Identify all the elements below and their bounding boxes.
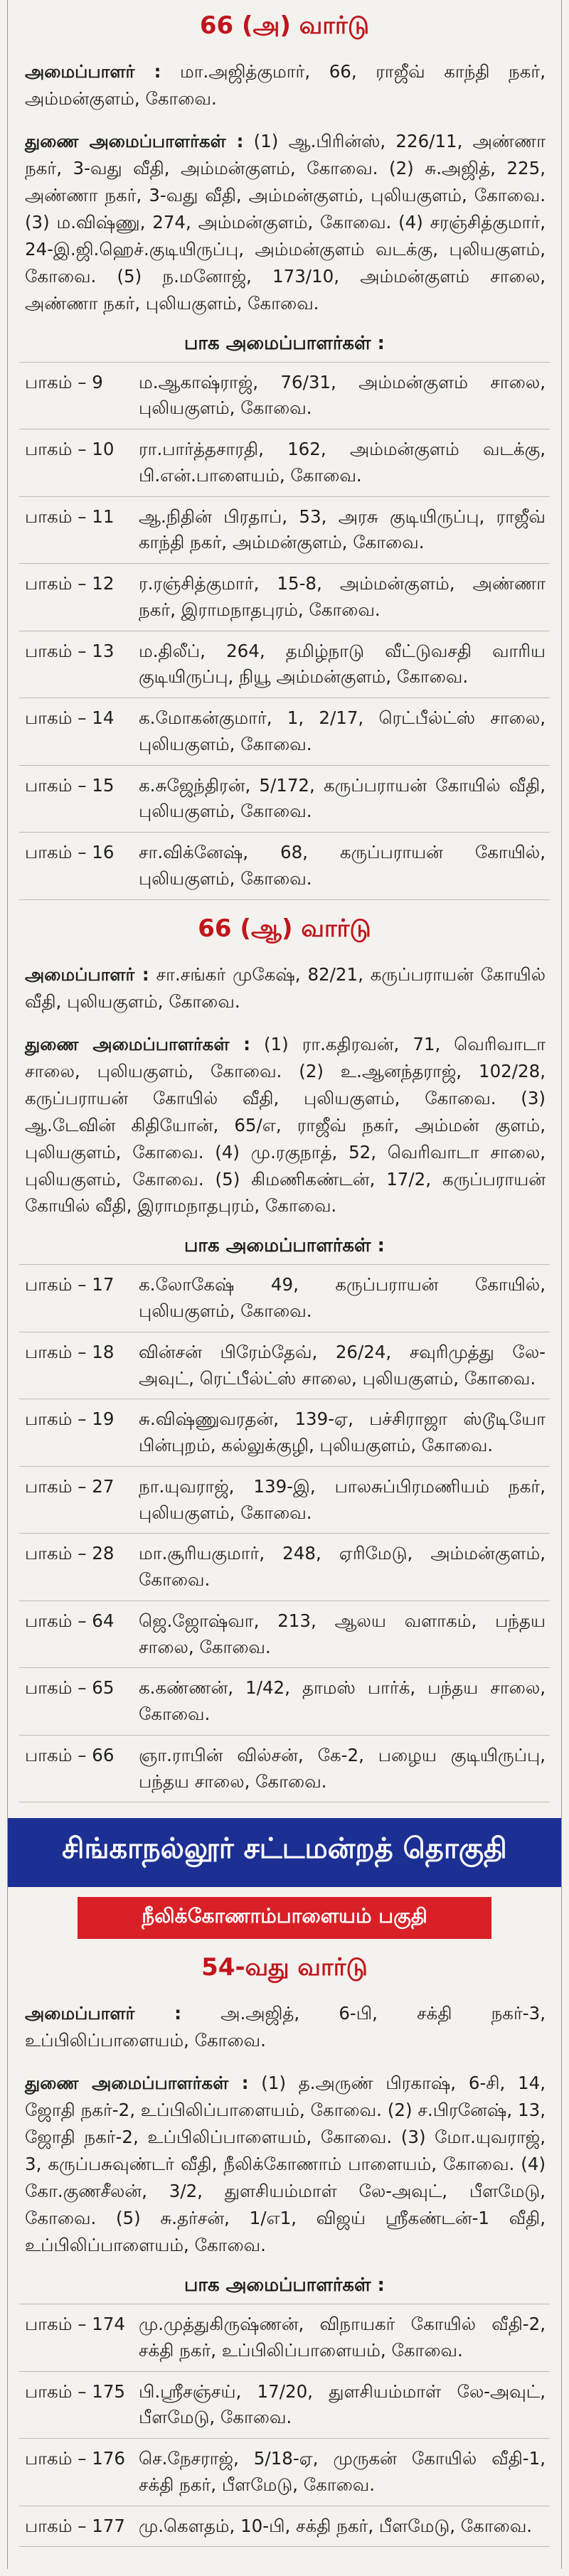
part-number: பாகம் – 12 (25, 573, 115, 594)
deputy-label: துணை அமைப்பாளர்கள் : (25, 130, 244, 151)
part-organizer: க.சுஜேந்திரன், 5/172, கருப்பராயன் கோயில் வீதி, புலியகுளம், கோவை. (139, 774, 546, 822)
part-row (19, 429, 550, 497)
part-row (19, 1601, 550, 1669)
organizer-label: அமைப்பாளர் : (25, 61, 161, 82)
part-row (19, 2439, 550, 2506)
parts-heading: பாக அமைப்பாளர்கள் : (184, 332, 385, 354)
part-number: பாகம் – 28 (25, 1543, 115, 1564)
part-number: பாகம் – 66 (25, 1744, 115, 1765)
deputy-text: (1) ஆ.பிரின்ஸ், 226/11, அண்ணா நகர், 3-வது வீதி, அம்மன்குளம், கோவை. (2) சு.அஜித், 225, அண்ணா நகர், 3-வது வீதி, அம்மன்குளம், புலியகுளம், கோவை. (3) ம.விஷ்ணு, 274, அம்மன்குளம், கோவை. (4) சரஞ்சித்குமார், 24-இ.ஜி.ஹெச்.குடியிருப்பு, அம்மன்குளம் வடக்கு, புலியகுளம், கோவை. (5) ந.மனோஜ், 173/10, அம்மன்குளம் சாலை, அண்ணா நகர், புலியகுளம், கோவை. (25, 130, 546, 314)
part-organizer: ம.திலீப், 264, தமிழ்நாடு வீட்டுவசதி வாரிய குடியிருப்பு, நியூ அம்மன்குளம், கோவை. (139, 640, 546, 688)
parts-list (19, 362, 550, 900)
part-organizer: ஆ.நிதின் பிரதாப், 53, அரசு குடியிருப்பு, ராஜீவ் காந்தி நகர், அம்மன்குளம், கோவை. (139, 506, 546, 553)
parts-heading: பாக அமைப்பாளர்கள் : (184, 1235, 385, 1257)
part-organizer: வின்சன் பிரேம்தேவ், 26/24, சவுரிமுத்து லே-அவுட், ரெட்பீல்ட்ஸ் சாலை, புலியகுளம், கோவை. (139, 1341, 546, 1389)
part-organizer: மா.சூரியகுமார், 248, ஏரிமேடு, அம்மன்குளம், கோவை. (139, 1543, 546, 1591)
part-number: பாகம் – 16 (25, 842, 115, 863)
part-number: பாகம் – 10 (25, 439, 115, 460)
part-organizer: க.லோகேஷ் 49, கருப்பராயன் கோயில், புலியகுளம், கோவை. (139, 1274, 546, 1322)
part-row (19, 363, 550, 430)
part-number: பாகம் – 11 (25, 506, 115, 527)
part-organizer: சா.விக்னேஷ், 68, கருப்பராயன் கோயில், புலியகுளம், கோவை. (139, 842, 546, 889)
part-number: பாகம் – 17 (25, 1274, 115, 1295)
part-row (19, 1736, 550, 1803)
organizer-text: மா.அஜித்குமார், 66, ராஜீவ் காந்தி நகர், அம்மன்குளம், கோவை. (25, 61, 546, 109)
constituency-banner: சிங்காநல்லூர் சட்டமன்றத் தொகுதி (8, 1818, 561, 1887)
deputy-text: (1) ரா.கதிரவன், 71, வெரிவாடா சாலை, புலியகுளம், கோவை. (2) உ.ஆனந்தராஜ், 102/28, கருப்பராயன் கோயில் வீதி, புலியகுளம், கோவை. (3) ஆ.டேவின் கிதியோன், 65/எ, ராஜீவ் நகர், அம்மன் குளம், புலியகுளம், கோவை. (4) மு.ரகுநாத், 52, வெரிவாடா சாலை, புலியகுளம், கோவை. (5) கிமணிகண்டன், 17/2, கருப்பராயன் கோயில் வீதி, இராமநாதபுரம், கோவை. (25, 1033, 546, 1217)
organizer-paragraph (8, 2000, 561, 2054)
part-row (19, 1265, 550, 1332)
part-organizer: மு.கௌதம், 10-பி, சக்தி நகர், பீளமேடு, கோவை. (139, 2515, 533, 2536)
part-organizer: ஞா.ராபின் வில்சன், கே-2, பழைய குடியிருப்பு, பந்தய சாலை, கோவை. (139, 1744, 546, 1792)
ward-title-66b: 66 (ஆ) வார்டு (198, 914, 371, 943)
part-number: பாகம் – 175 (25, 2380, 126, 2402)
deputy-label: துணை அமைப்பாளர்கள் : (25, 1033, 250, 1054)
part-number: பாகம் – 19 (25, 1409, 115, 1430)
part-number: பாகம் – 176 (25, 2448, 126, 2469)
ward-title-54: 54-வது வார்டு (201, 1953, 368, 1982)
deputy-text: (1) த.அருண் பிரகாஷ், 6-சி, 14, ஜோதி நகர்-2, உப்பிலிப்பாளையம், கோவை. (2) ச.பிரனேஷ், 13, ஜோதி நகர்-2, உப்பிலிப்பாளையம், கோவை. (3) மோ.யுவராஜ், 3, கருப்பசுவுண்டர் வீதி, நீலிக்கோணாம் பாளையம், கோவை. (4) கோ.குணசீலன், 3/2, துளசியம்மாள் லே-அவுட், பீளமேடு, கோவை. (5) சு.தர்சன், 1/எ1, விஜய் ஸ்ரீகண்டன்-1 வீதி, உப்பிலிப்பாளையம், கோவை. (25, 2073, 546, 2256)
organizer-label: அமைப்பாளர் : (25, 963, 149, 985)
deputy-paragraph (8, 128, 561, 317)
part-number: பாகம் – 27 (25, 1475, 115, 1497)
organizer-text: அ.அஜித், 6-பி, சக்தி நகர்-3, உப்பிலிப்பாளையம், கோவை. (25, 2003, 546, 2051)
area-banner: நீலிக்கோணாம்பாளையம் பகுதி (78, 1897, 491, 1939)
organizer-label: அமைப்பாளர் : (25, 2003, 182, 2024)
part-organizer: நா.யுவராஜ், 139-இ, பாலசுப்பிரமணியம் நகர், புலியகுளம், கோவை. (139, 1475, 546, 1523)
organizer-paragraph (8, 58, 561, 112)
part-row (19, 2506, 550, 2548)
parts-list (19, 1264, 550, 1802)
part-organizer: ம.ஆகாஷ்ராஜ், 76/31, அம்மன்குளம் சாலை, புலியகுளம், கோவை. (139, 371, 546, 419)
organizer-paragraph (8, 961, 561, 1015)
deputy-paragraph (8, 2070, 561, 2259)
parts-heading: பாக அமைப்பாளர்கள் : (184, 2275, 385, 2297)
part-number: பாகம் – 15 (25, 774, 115, 796)
newspaper-clipping (7, 0, 562, 2569)
part-organizer: பி.ஸ்ரீசஞ்சய், 17/20, துளசியம்மாள் லே-அவுட், பீளமேடு, கோவை. (139, 2380, 546, 2428)
ward-title-66a: 66 (அ) வார்டு (199, 11, 370, 40)
part-row (19, 497, 550, 565)
part-organizer: க.மோகன்குமார், 1, 2/17, ரெட்பீல்ட்ஸ் சாலை, புலியகுளம், கோவை. (139, 707, 546, 754)
part-row (19, 1332, 550, 1400)
deputy-paragraph (8, 1031, 561, 1220)
parts-list (19, 2304, 550, 2547)
part-row (19, 833, 550, 900)
part-organizer: மு.முத்துகிருஷ்ணன், விநாயகர் கோயில் வீதி-2, சக்தி நகர், உப்பிலிப்பாளையம், கோவை. (139, 2314, 546, 2361)
part-organizer: ர.ரஞ்சித்குமார், 15-8, அம்மன்குளம், அண்ணா நகர், இராமநாதபுரம், கோவை. (139, 573, 546, 620)
part-number: பாகம் – 64 (25, 1610, 115, 1631)
part-organizer: சு.விஷ்ணுவரதன், 139-ஏ, பச்சிராஜா ஸ்டூடியோ பின்புறம், கல்லுக்குழி, புலியகுளம், கோவை. (139, 1409, 546, 1456)
part-row (19, 631, 550, 699)
part-number: பாகம் – 9 (25, 371, 103, 392)
part-organizer: செ.நேசராஜ், 5/18-ஏ, முருகன் கோயில் வீதி-1, சக்தி நகர், பீளமேடு, கோவை. (139, 2448, 546, 2495)
part-row (19, 1534, 550, 1601)
part-organizer: ரா.பார்த்தசாரதி, 162, அம்மன்குளம் வடக்கு, பி.என்.பாளையம், கோவை. (139, 439, 546, 486)
area-banner-wrap (8, 1897, 561, 1939)
part-row (19, 698, 550, 766)
part-number: பாகம் – 13 (25, 640, 115, 661)
part-number: பாகம் – 177 (25, 2515, 126, 2536)
part-number: பாகம் – 18 (25, 1341, 115, 1362)
part-number: பாகம் – 65 (25, 1677, 115, 1699)
part-row (19, 1399, 550, 1467)
part-organizer: க.கண்ணன், 1/42, தாமஸ் பார்க், பந்தய சாலை, கோவை. (139, 1677, 546, 1725)
part-row (19, 2372, 550, 2439)
part-row (19, 766, 550, 833)
part-number: பாகம் – 14 (25, 707, 115, 729)
part-row (19, 2304, 550, 2372)
part-number: பாகம் – 174 (25, 2314, 126, 2335)
part-row (19, 1668, 550, 1736)
part-organizer: ஜெ.ஜோஷ்வா, 213, ஆலய வளாகம், பந்தய சாலை, கோவை. (139, 1610, 546, 1657)
part-row (19, 1467, 550, 1534)
deputy-label: துணை அமைப்பாளர்கள் : (25, 2073, 249, 2094)
organizer-text: சா.சங்கர் முகேஷ், 82/21, கருப்பராயன் கோயில் வீதி, புலியகுளம், கோவை. (25, 963, 546, 1012)
part-row (19, 564, 550, 631)
